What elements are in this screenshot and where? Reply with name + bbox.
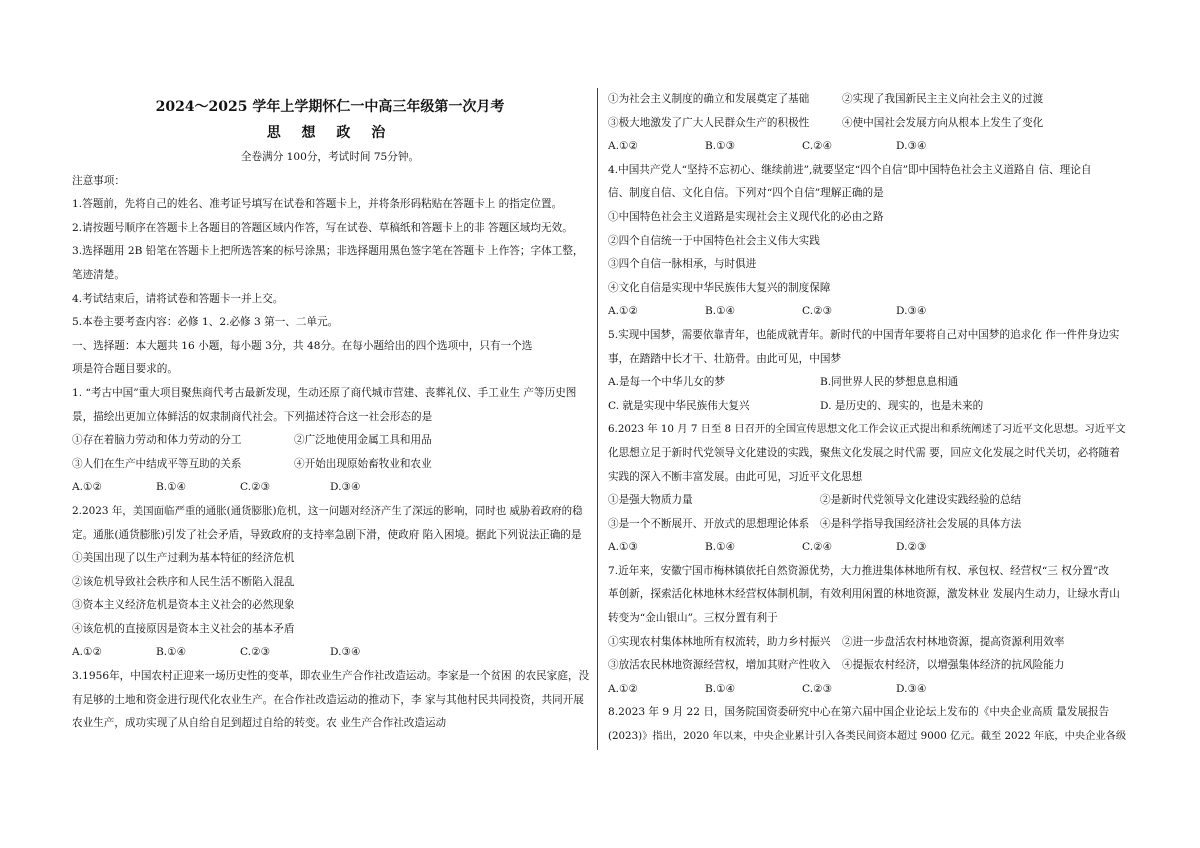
statement-row [72,453,588,477]
statement: ④文化自信是实现中华民族伟大复兴的制度保障 [608,281,831,294]
option: A.是每一个中华儿女的梦 [608,376,725,389]
option: B.①④ [705,682,736,695]
question-stem: 农业生产，成功实现了从自给自足到超过自给的转变。农 业生产合作社改造运动 [72,717,447,730]
option: B.①③ [705,140,736,153]
statement: ②是新时代党领导文化建设实践经验的总结 [820,494,1022,507]
statement: ①美国出现了以生产过剩为基本特征的经济危机 [72,552,295,565]
statement: ③人们在生产中结成平等互助的关系 [72,457,242,470]
statement: ②广泛地使用金属工具和用品 [294,434,432,447]
option: D.②③ [896,541,927,554]
option: C. 就是实现中华民族伟大复兴 [608,399,750,412]
column-divider [597,88,598,750]
statement: ①中国特色社会主义道路是实现社会主义现代化的必由之路 [608,210,884,223]
note-item: 4.考试结束后，请将试卷和答题卡一并上交。 [72,292,284,305]
option: A.①② [72,481,103,494]
options-row [72,641,588,665]
statement-row [608,88,1132,112]
question-stem: 转变为“金山银山”。三权分置有利于 [608,612,778,625]
option: D.③④ [330,481,361,494]
statement-row [608,654,1132,678]
question-stem: 景，描绘出更加立体鲜活的奴隶制商代社会。下列描述符合这一社会形态的是 [72,410,433,423]
question-2 [72,500,588,665]
option: B.同世界人民的梦想息息相通 [820,376,959,389]
question-8 [608,701,1132,748]
left-column [72,0,588,736]
section-heading: 一、选择题：本大题共 16 小题，每小题 3分，共 48分。在每小题给出的四个选项中，只有一个选 [72,339,533,352]
options-row [72,476,588,500]
note-item: 3.选择题用 2B 铅笔在答题卡上把所选答案的标号涂黑；非选择题用黑色签字笔在答题卡 上作答；字体工整， [72,245,584,258]
question-stem: 1. “考古中国”重大项目聚焦商代考古最新发现，生动还原了商代城市营建、丧葬礼仪、手工业生 产等历史图 [72,386,577,399]
statement: ③资本主义经济危机是资本主义社会的必然现象 [72,599,295,612]
statement-row [72,429,588,453]
question-stem: (2023)》指出，2020 年以来，中央企业累计引入各类民间资本超过 9000 亿元。截至 2022 年底，中央企业各级 [608,730,1127,743]
notes-heading: 注意事项： [72,174,125,187]
question-3 [72,665,588,736]
question-7 [608,560,1132,702]
option: C.②③ [240,481,271,494]
option: B.①④ [705,305,736,318]
question-stem: 事，在踏踏中长才干、壮筋骨。由此可见，中国梦 [608,352,842,365]
note-item: 5.本卷主要考查内容：必修 1、2.必修 3 第一、二单元。 [72,316,339,329]
options-row [608,536,1132,560]
statement: ④该危机的直接原因是资本主义社会的基本矛盾 [72,622,295,635]
question-stem: 5.实现中国梦，需要依靠青年，也能成就青年。新时代的中国青年要将自己对中国梦的追求化 作一件件身边实 [608,328,1120,341]
exam-subject: 思 想 政 治 [266,125,394,141]
question-stem: 实践的深入不断丰富发展。由此可见，习近平文化思想 [608,470,863,483]
statement-row [608,112,1132,136]
option: A.①② [608,682,639,695]
option: D.③④ [896,682,927,695]
statement: ①为社会主义制度的确立和发展奠定了基础 [608,93,810,105]
option: D.③④ [896,140,927,153]
statement-row [608,513,1132,537]
question-stem: 3.1956年，中国农村正迎来一场历史性的变革，即农业生产合作社改造运动。李家是一个贫困 的农民家庭，没 [72,670,590,683]
statement: ②进一步盘活农村林地资源，提高资源利用效率 [842,635,1065,648]
statement: ①存在着脑力劳动和体力劳动的分工 [72,434,242,447]
option: B.①④ [705,541,736,554]
option: C.②③ [802,682,833,695]
option: B.①④ [156,646,187,659]
question-stem: 7.近年来，安徽宁国市梅林镇依托自然资源优势，大力推进集体林地所有权、承包权、经营权“三 权分置”改 [608,564,1110,577]
question-stem: 2.2023 年，美国面临严重的通胀(通货膨胀)危机，这一问题对经济产生了深远的影响，同时也 威胁着政府的稳 [72,504,583,517]
question-stem: 4.中国共产党人“坚持不忘初心、继续前进”,就要坚定“四个自信”即中国特色社会主义道路自 信、理论自 [608,163,1092,176]
section-heading: 项是符合题目要求的。 [72,363,178,376]
statement: ③是一个不断展开、开放式的思想理论体系 [608,517,810,530]
statement: ④是科学指导我国经济社会发展的具体方法 [820,517,1022,530]
option: A.①③ [608,541,639,554]
exam-info: 全卷满分 100分，考试时间 75分钟。 [240,151,420,163]
option: C.②④ [802,140,833,153]
statement: ①是强大物质力量 [608,494,693,507]
right-column [608,0,1132,749]
statement: ④提振农村经济，以增强集体经济的抗风险能力 [842,659,1065,672]
option: D.③④ [330,646,361,659]
statement: ②四个自信统一于中国特色社会主义伟大实践 [608,234,820,247]
option: D. 是历史的、现实的，也是未来的 [820,399,984,412]
option: A.①② [608,305,639,318]
note-item: 笔迹清楚。 [72,268,125,281]
statement: ③极大地激发了广大人民群众生产的积极性 [608,116,810,129]
option: A.①② [608,140,639,153]
statement: ①实现农村集体林地所有权流转，助力乡村振兴 [608,635,831,648]
options-row [608,395,1132,419]
statement-row [608,489,1132,513]
question-1 [72,382,588,500]
question-stem: 定。通胀(通货膨胀)引发了社会矛盾，导致政府的支持率急剧下滑，使政府 陷入困境。据此下列说法正确的是 [72,528,582,541]
statement: ②该危机导致社会秩序和人民生活不断陷入混乱 [72,575,295,588]
question-stem: 6.2023 年 10 月 7 日至 8 日召开的全国宣传思想文化工作会议正式提出和系统阐述了习近平文化思想。习近平文 [608,423,1126,436]
question-stem: 有足够的土地和资金进行现代化农业生产。在合作社改造运动的推动下，李 家与其他村民共同投资，共同开展 [72,693,584,706]
option: C.②④ [802,541,833,554]
statement: ④使中国社会发展方向从根本上发生了变化 [842,116,1044,129]
option: C.②③ [240,646,271,659]
exam-title: 2024～2025 学年上学期怀仁一中高三年级第一次月考 [155,99,505,115]
question-stem: 信、制度自信、文化自信。下列对“四个自信”理解正确的是 [608,187,884,200]
option: C.②③ [802,305,833,318]
question-3-continued [608,88,1132,159]
options-row [608,371,1132,395]
option: A.①② [72,646,103,659]
option: D.③④ [896,305,927,318]
question-stem: 8.2023 年 9 月 22 日，国务院国资委研究中心在第六届中国企业论坛上发布的《中央企业高质 量发展报告 [608,706,1110,719]
question-stem: 革创新，探索活化林地林木经营权体制机制，有效利用闲置的林地资源，激发林业 发展内生动力，让绿水青山 [608,588,1120,601]
statement: ③四个自信一脉相承，与时俱进 [608,258,757,271]
options-row [608,300,1132,324]
note-item: 2.请按题号顺序在答题卡上各题目的答题区域内作答，写在试卷、草稿纸和答题卡上的非 答题区域均无效。 [72,221,573,234]
statement: ②实现了我国新民主主义向社会主义的过渡 [842,93,1044,105]
statement-row [608,631,1132,655]
statement: ④开始出现原始畜牧业和农业 [294,457,432,470]
question-5 [608,324,1132,418]
question-6 [608,418,1132,560]
option: B.①④ [156,481,187,494]
options-row [608,678,1132,702]
note-item: 1.答题前，先将自己的姓名、准考证号填写在试卷和答题卡上，并将条形码粘贴在答题卡上 的指定位置。 [72,198,563,211]
question-stem: 化思想立足于新时代党领导文化建设的实践，聚焦文化发展之时代需 要，回应文化发展之时代关切，必将随着 [608,446,1120,459]
question-4 [608,159,1132,324]
options-row [608,135,1132,159]
statement: ③放活农民林地资源经营权，增加其财产性收入 [608,659,831,672]
